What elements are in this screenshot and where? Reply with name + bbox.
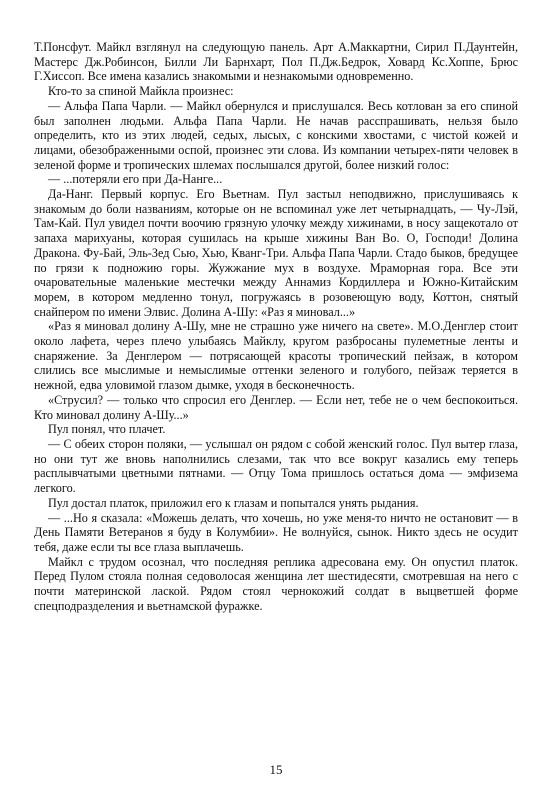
paragraph-5: Да-Нанг. Первый корпус. Его Вьетнам. Пул застыл неподвижно, прислушиваясь к знакомым до боли названиям, которые он не вспоминал уже лет четырнадцать, — Чу-Лэй, Там-Кай. Пул увидел почти воочию грязную улочку между хижинами, в носу защекотало от запаха марихуаны, которая сушилась на крыше хижины Ван Во. О, Господи! Долина Дракона. Фу-Бай, Эль-Зед Сью, Хью, Кванг-Три. Альфа Папа Чарли. Стадо быков, бредущее по грязи к подножию горы. Жужжание мух в воздухе. Мраморная гора. Все эти очаровательные маленькие местечки между Аннамиз Кордиллера и Южно-Китайским морем, в котором медленно тонул, погружаясь в розовеющую воду, Коттон, снятый снайпером по имени Элвис. Долина А-Шу: «Раз я миновал...» bbox=[34, 187, 518, 319]
paragraph-6: «Раз я миновал долину А-Шу, мне не страшно уже ничего на свете». М.О.Денглер стоит около лафета, через плечо улыбаясь Майклу, кругом разбросаны пулеметные ленты и снаряжение. За Денглером — потрясающей красоты тропический пейзаж, в котором слились все мыслимые и немыслимые оттенки зеленого и голубого, пейзаж теряется в нежной, едва уловимой глазом дымке, уходя в бесконечность. bbox=[34, 319, 518, 393]
paragraph-3: — Альфа Папа Чарли. — Майкл обернулся и прислушался. Весь котлован за его спиной был заполнен людьми. Альфа Папа Чарли. Не начав расспрашивать, нельзя было определить, кто из этих людей, седых, лысых, с конскими хвостами, с чистой кожей и лицами, обезображенными оспой, произнес эти слова. Из компании четырех-пяти человек в зеленой форме и тропических шлемах послышался другой, более низкий голос: bbox=[34, 98, 518, 172]
page-number: 15 bbox=[269, 762, 283, 777]
paragraph-2: Кто-то за спиной Майкла произнес: bbox=[48, 84, 234, 99]
paragraph-12: Майкл с трудом осознал, что последняя реплика адресована ему. Он опустил платок. Перед Пулом стояла полная седоволосая женщина лет шестидесяти, смотревшая на него с почти материнской лаской. Рядом стоял чернокожий солдат в выцветшей форме спецподразделения и вьетнамской фуражке. bbox=[34, 554, 518, 613]
paragraph-4: — ...потеряли его при Да-Нанге... bbox=[48, 172, 223, 187]
paragraph-8: Пул понял, что плачет. bbox=[48, 422, 166, 437]
paragraph-11: — ...Но я сказала: «Можешь делать, что хочешь, но уже меня-то ничто не остановит — в День Памяти Ветеранов я буду в Колумбии». Не волнуйся, сынок. Никто здесь не осудит тебя, даже если ты все глаза выплачешь. bbox=[34, 510, 518, 554]
page-body bbox=[34, 40, 518, 613]
paragraph-10: Пул достал платок, приложил его к глазам и попытался унять рыдания. bbox=[48, 495, 419, 510]
paragraph-1: Т.Понсфут. Майкл взглянул на следующую панель. Арт А.Маккартни, Сирил П.Даунтейн, Мастерс Дж.Робинсон, Билли Ли Барнхарт, Пол П.Дж.Бедрок, Ховард Кс.Хоппе, Брюс Г.Хиссоп. Все имена казались знакомыми и незнакомыми одновременно. bbox=[34, 40, 518, 84]
paragraph-7: «Струсил? — только что спросил его Денглер. — Если нет, тебе не о чем беспокоиться. Кто миновал долину А-Шу...» bbox=[34, 392, 518, 422]
paragraph-9: — С обеих сторон поляки, — услышал он рядом с собой женский голос. Пул вытер глаза, но они тут же вновь наполнились слезами, так что все вокруг казались ему теперь расплывчатыми цветными пятнами. — Отцу Тома пришлось остаться дома — эмфизема легкого. bbox=[34, 436, 518, 496]
